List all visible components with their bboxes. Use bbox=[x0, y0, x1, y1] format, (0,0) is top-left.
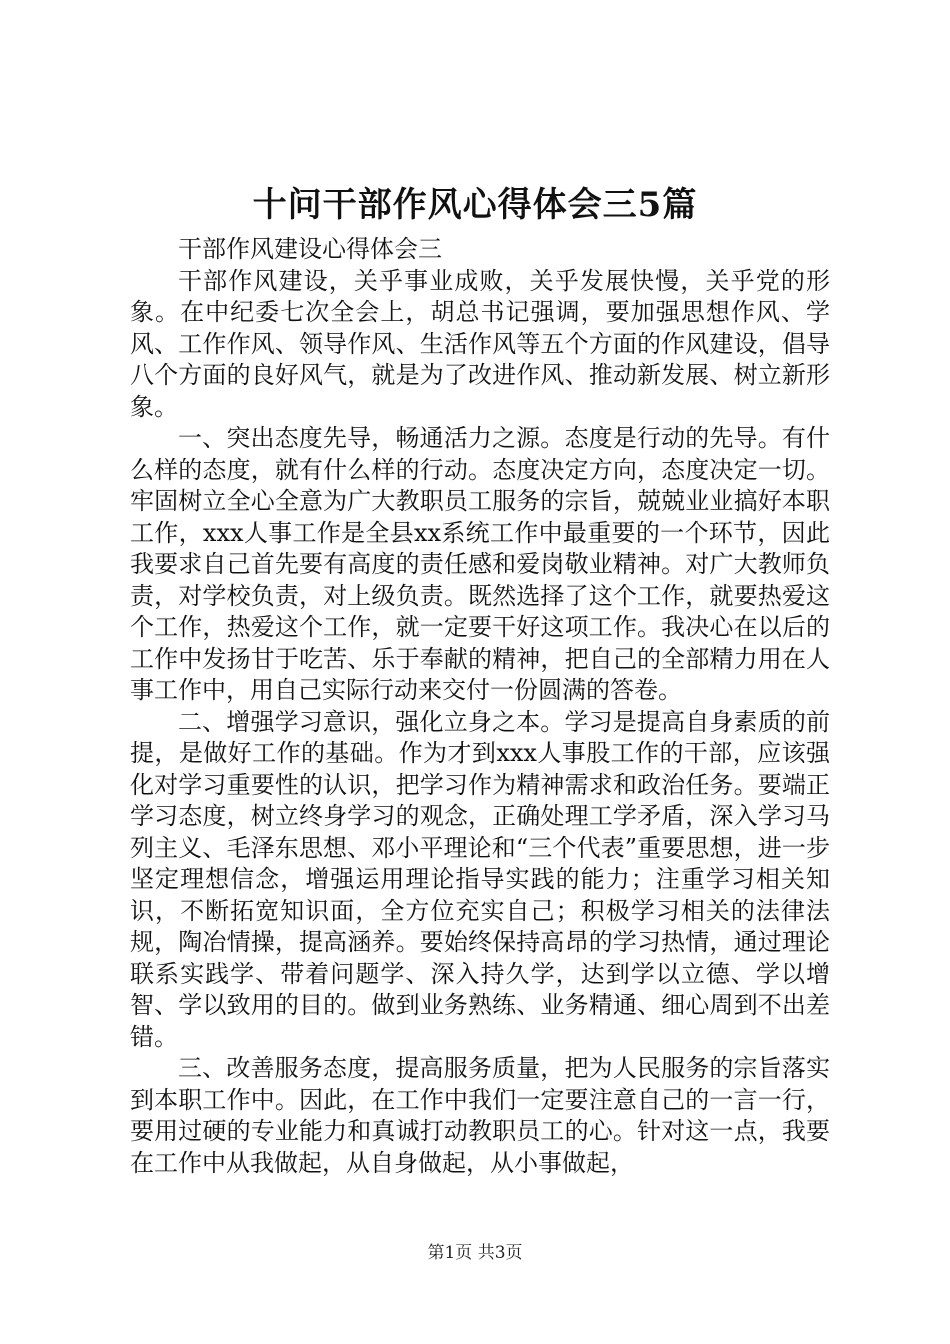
intro-paragraph: 干部作风建设，关乎事业成败，关乎发展快慢，关乎党的形象。在中纪委七次全会上，胡总书记强调，要加强思想作风、学风、工作作风、领导作风、生活作风等五个方面的作风建设，倡导八个方面的良好风气，就是为了改进作风、推动新发展、树立新形象。 bbox=[130, 266, 830, 421]
paragraph-learning: 二、增强学习意识，强化立身之本。学习是提高自身素质的前提，是做好工作的基础。作为才到xxx人事股工作的干部，应该强化对学习重要性的认识，把学习作为精神需求和政治任务。要端正学习态度，树立终身学习的观念，正确处理工学矛盾，深入学习马列主义、毛泽东思想、邓小平理论和“三个代表”重要思想，进一步坚定理想信念，增强运用理论指导实践的能力；注重学习相关知识，不断拓宽知识面，全方位充实自己；积极学习相关的法律法规，陶冶情操，提高涵养。要始终保持高昂的学习热情，通过理论联系实践学、带着问题学、深入持久学，达到学以立德、学以增智、学以致用的目的。做到业务熟练、业务精通、细心周到不出差错。 bbox=[130, 707, 830, 1051]
paragraph-attitude: 一、突出态度先导，畅通活力之源。态度是行动的先导。有什么样的态度，就有什么样的行动。态度决定方向，态度决定一切。牢固树立全心全意为广大教职员工服务的宗旨，兢兢业业搞好本职工作，xxx人事工作是全县xx系统工作中最重要的一个环节，因此我要求自己首先要有高度的责任感和爱岗敬业精神。对广大教师负责，对学校负责，对上级负责。既然选择了这个工作，就要热爱这个工作，热爱这个工作，就一定要干好这项工作。我决心在以后的工作中发扬甘于吃苦、乐于奉献的精神，把自己的全部精力用在人事工作中，用自己实际行动来交付一份圆满的答卷。 bbox=[130, 424, 830, 704]
paragraph-service: 三、改善服务态度，提高服务质量，把为人民服务的宗旨落实到本职工作中。因此，在工作中我们一定要注意自己的一言一行，要用过硬的专业能力和真诚打动教职员工的心。针对这一点，我要在工作中从我做起，从自身做起，从小事做起， bbox=[130, 1054, 830, 1177]
page-number-footer: 第1页 共3页 bbox=[427, 1243, 523, 1263]
document-title: 十问干部作风心得体会三5篇 bbox=[252, 185, 698, 225]
document-body bbox=[130, 234, 830, 1179]
section-subtitle: 干部作风建设心得体会三 bbox=[178, 235, 442, 263]
